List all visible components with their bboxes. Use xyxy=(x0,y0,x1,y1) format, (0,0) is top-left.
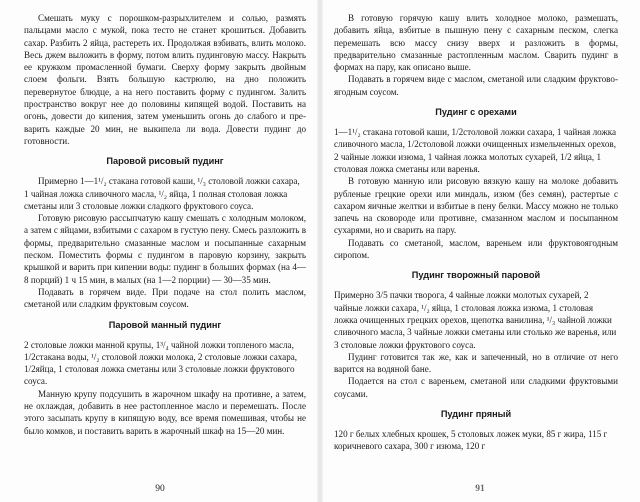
ingredients-text: Примерно 1—1¹/₂ стакана готовой каши, ¹/₃ столовой ложки сахара, 1 чайная ложка сливочного масла, ¹/₂ яйца, 1 полная столовая ложка сметаны или 3 столовые ложки сладкого фруктового соуса. xyxy=(24,176,300,211)
paragraph: В готовую горячую кашу влить холодное молоко, размешать, добавить яйца, взбитые в пышную пену с сахарным песком, слегка перемешать всю массу снизу вверх и разложить в формы, предварительно смазанные растопленным маслом. Сварить пудинг в формах на пару, как описано выше. xyxy=(334,13,618,73)
recipe-heading: Паровой манный пудинг xyxy=(108,319,222,330)
recipe-heading: Паровой рисовый пудинг xyxy=(106,156,224,167)
paragraph: Подается на стол с вареньем, сметаной или сладкими фруктовыми соусами. xyxy=(334,376,618,399)
ingredients-block xyxy=(334,126,618,175)
ingredients-text: 120 г белых хлебных крошек, 5 столовых ложек муки, 85 г жира, 115 г коричневого сахара, 300 г изюма, 120 г xyxy=(334,429,608,452)
paragraph: Пудинг готовится так же, как и запеченный, но в отличие от него варится на водяной бане. xyxy=(334,351,618,375)
recipe-heading: Пудинг с орехами xyxy=(435,107,517,118)
right-page xyxy=(320,0,640,502)
recipe-heading: Пудинг творожный паровой xyxy=(411,270,541,281)
paragraph: Подавать в горячем виде. При подаче на стол полить маслом, сметаной или сладким фруктовым соусом. xyxy=(24,286,306,310)
ingredients-block xyxy=(334,289,618,350)
ingredients-block xyxy=(24,175,306,212)
page-number-right: 91 xyxy=(475,484,485,494)
page-number-left: 90 xyxy=(155,484,165,494)
ingredients-block xyxy=(24,339,306,388)
paragraph: Готовую рисовую рассыпчатую кашу смешать с холодным молоком, а затем с яйцами, взбитыми с сахаром в густую пену. Смесь разложить в формы, предварительно смазанные маслом и посыпанные сахарным песком. Поместить формы с пудингом в паровую корзину, закрыть крышкой и варить при кипении воды: пудинг в больших формах (на 4—8 порций) 1 ч 15 мин, в малых (на 1—2 порции) — 30—35 мин. xyxy=(24,213,306,285)
paragraph: Смешать муку с порошком-разрыхлителем и солью, размять пальцами масло с мукой, пока тесто не станет крошиться. Добавить сахар. Разбить 2 яйца, растереть их. Продолжая взбивать, влить молоко. Весь джем выложить в форму, потом влить пудинговую массу. Накрыть ее кружком промасленной бумаги. Сверху форму закрыть двойным слоем фольги. Взять большую кастрюлю, на дно положить перевернутое блюдце, а на него поставить форму с пудингом. Залить пространство вокруг нее до половины кипящей водой. Поставить на огонь, довести до кипения, затем уменьшить огонь до слабого и преварить каждые 20 мин, не выкипела ли вода. Довести пудинг до готовности. xyxy=(24,13,306,146)
paragraph: Подавать в горячем виде с маслом, сметаной или сладким фруктово-ягодным соусом. xyxy=(334,74,618,97)
paragraph: В готовую манную или рисовую вязкую кашу на молоке добавить рубленые грецкие орехи или миндаль, изюм (без семян), растертые с сахаром яичные желтки и взбитые в пену белки. Массу можно не только запечь на сковороде или противне, смазанном маслом и посыпанном сухарями, но и сварить на пару. xyxy=(334,176,618,236)
ingredients-text: 2 столовые ложки манной крупы, 1³/₄ чайной ложки топленого масла, 1/2стаканa воды, ¹/₂ столовой ложки молока, 2 столовые ложки сахара, 1/2яйца, 1 столовая ложка сметаны или 3 столовые ложки фруктового соуса. xyxy=(24,339,298,387)
ingredients-text: Примерно 3/5 пачки творога, 4 чайные ложки молотых сухарей, 2 чайные ложки сахара, ¹/₂ яйца, 1 столовая ложка изюма, 1 столовая ложка очищенных грецких орехов, щепотка ванилина, ¹/₃ чайной ложки сливочного масла, 3 чайные ложки сметаны или столько же варенья, или 3 столовые ложки фруктового соуса. xyxy=(334,290,617,350)
recipe-heading: Пудинг пряный xyxy=(440,409,512,420)
ingredients-text: 1—1¹/₂ стакана готовой каши, 1/2столовой ложки сахара, 1 чайная ложка сливочного масла, 1/2столовой ложки очищенных измельченных орехов, 2 чайные ложки изюма, 1 чайная ложка молотых сухарей, 1/2 яйца, 1 столовая ложка сметаны или варенья. xyxy=(334,127,617,174)
ingredients-block xyxy=(334,428,618,453)
paragraph: Манную крупу подсушить в жарочном шкафу на противне, а затем, не охлаждая, добавить в нее растопленное масло и перемешать. После этого засыпать крупу в кипящую воду, все время помешивая, чтобы не было комков, и поставить варить в жарочный шкаф на 15—20 мин. xyxy=(24,388,306,436)
paragraph: Подавать со сметаной, маслом, вареньем или фруктовоягодным сиропом. xyxy=(334,237,618,261)
